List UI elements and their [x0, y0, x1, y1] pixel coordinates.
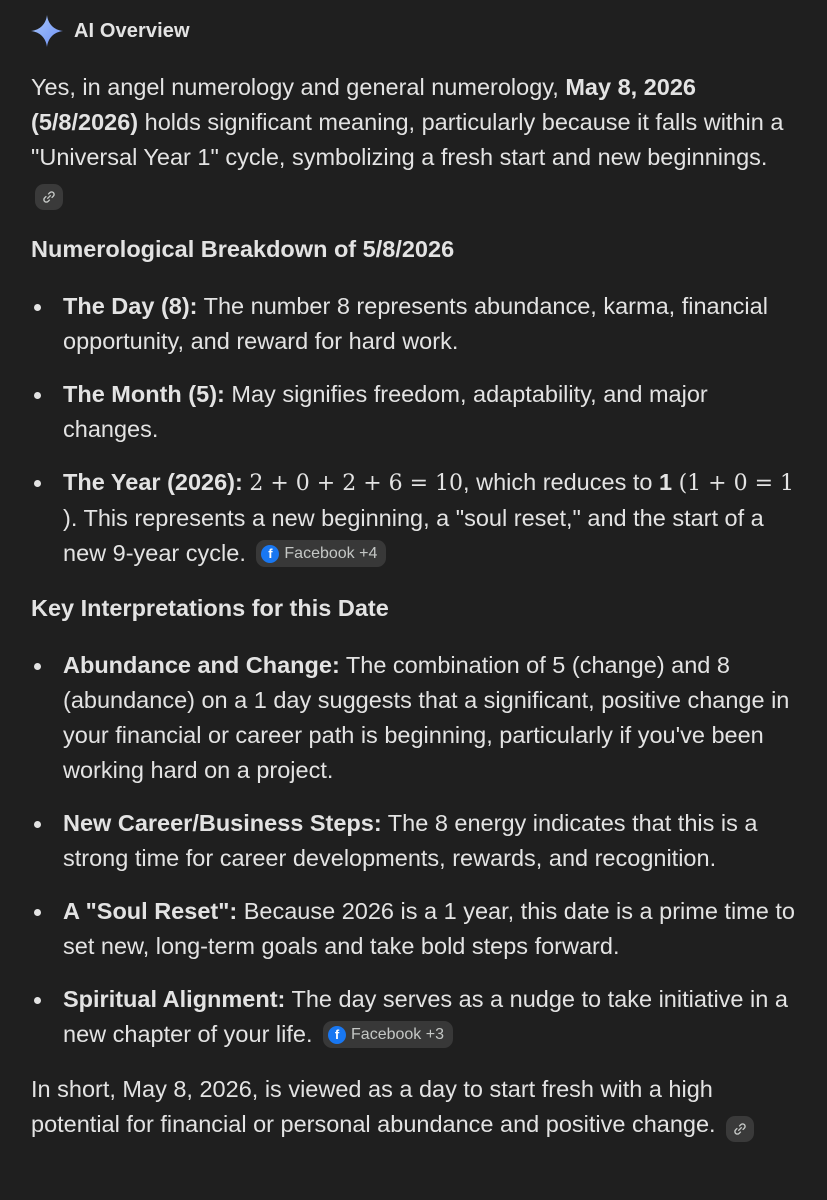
source-chip-facebook[interactable]	[256, 540, 386, 567]
section-heading-breakdown: Numerological Breakdown of 5/8/2026	[31, 236, 455, 262]
intro-text-2: holds significant meaning, particularly because it falls within a "Universal Year 1" cycle, symbolizing a fresh start and new beginnings.	[31, 109, 784, 170]
link-icon	[42, 190, 56, 204]
intro-paragraph	[31, 70, 801, 210]
list-item-text: ). This represents a new beginning, a "soul reset," and the start of a new 9-year cycle.	[63, 505, 764, 566]
facebook-icon: f	[328, 1026, 346, 1044]
reduced-value: 1	[658, 469, 673, 495]
list-item-label: The Month (5):	[63, 381, 225, 407]
list-item-label: Abundance and Change:	[63, 652, 340, 678]
overview-content	[31, 70, 801, 1142]
list-item-label: New Career/Business Steps:	[63, 810, 382, 836]
list-item-text: Because 2026 is a 1 year, this date is a prime time to set new, long-term goals and take bold steps forward.	[63, 898, 795, 959]
list-item	[31, 982, 801, 1052]
link-chip-button[interactable]	[35, 184, 63, 210]
intro-bold-date: May 8, 2026 (5/8/2026)	[31, 74, 696, 135]
section-heading-interpretations: Key Interpretations for this Date	[31, 595, 389, 621]
link-icon	[733, 1122, 747, 1136]
list-item-text: The combination of 5 (change) and 8 (abundance) on a 1 day suggests that a significant, positive change in your financial or career path is beginning, particularly if you've been working hard on a project.	[63, 652, 790, 783]
list-item-label: The Year (2026):	[63, 469, 243, 495]
list-item-text: , which reduces to	[463, 469, 659, 495]
list-item	[31, 377, 801, 447]
source-chip-facebook[interactable]	[323, 1021, 453, 1048]
math-expression-reduce: (1 + 0 = 1	[678, 471, 795, 496]
breakdown-list	[31, 289, 801, 571]
list-item	[31, 806, 801, 876]
list-item-label: The Day (8):	[63, 293, 198, 319]
list-item-text: The 8 energy indicates that this is a strong time for career developments, rewards, and recognition.	[63, 810, 758, 871]
closing-paragraph	[31, 1072, 801, 1142]
list-item-label: Spiritual Alignment:	[63, 986, 286, 1012]
list-item	[31, 648, 801, 788]
source-chip-label: Facebook +3	[351, 1026, 444, 1043]
header-title: AI Overview	[74, 19, 190, 42]
source-chip-label: Facebook +4	[284, 545, 378, 562]
intro-text-1: Yes, in angel numerology and general numerology,	[31, 74, 566, 100]
closing-text: In short, May 8, 2026, is viewed as a day to start fresh with a high potential for financial or personal abundance and positive change.	[31, 1076, 716, 1137]
link-chip-button[interactable]	[726, 1116, 754, 1142]
list-item	[31, 289, 801, 359]
math-expression-sum: 2 + 0 + 2 + 6 = 10	[249, 471, 464, 496]
list-item	[31, 465, 801, 571]
list-item-text: The number 8 represents abundance, karma, financial opportunity, and reward for hard work.	[63, 293, 768, 354]
gemini-sparkle-icon	[30, 14, 64, 48]
facebook-icon: f	[261, 545, 279, 563]
list-item-text: The day serves as a nudge to take initiative in a new chapter of your life.	[63, 986, 788, 1047]
list-item	[31, 894, 801, 964]
interpretations-list	[31, 648, 801, 1052]
ai-overview-header	[30, 14, 190, 48]
list-item-label: A "Soul Reset":	[63, 898, 238, 924]
list-item-text: May signifies freedom, adaptability, and major changes.	[63, 381, 708, 442]
